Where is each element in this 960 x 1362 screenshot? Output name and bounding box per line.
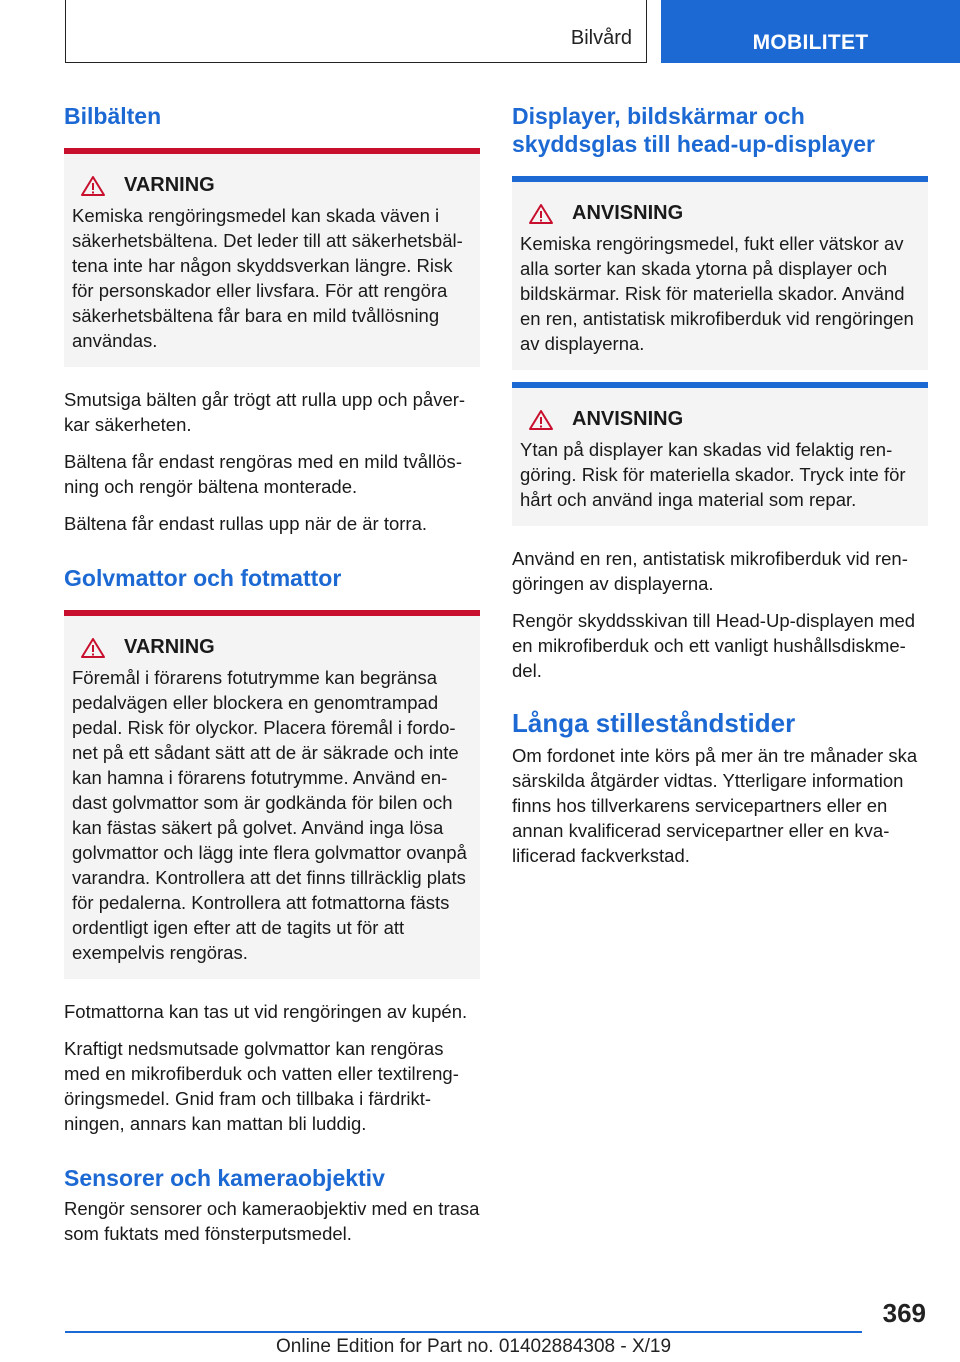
- warning-triangle-icon: [528, 409, 554, 431]
- warning-text: Kemiska rengöringsmedel kan skada väven i säkerhetsbältena. Det leder till att säkerhetsbältena inte har någon skyddsverkan längre. Risk för personskador eller livsfara. För att rengöra säkerhetsbältena får bara en mild tvållösning användas.: [72, 205, 463, 351]
- paragraph: Rengör skyddsskivan till Head-Up-displayen med en mikrofiberduk och ett vanligt hushållsdiskmedel.: [512, 610, 916, 681]
- chapter-tab[interactable]: [661, 0, 960, 63]
- warning-header: [72, 174, 472, 197]
- notice-header: [520, 202, 920, 225]
- notice-text: Ytan på displayer kan skadas vid felaktig rengöring. Risk för materiella skador. Tryck inte för hårt och använd inga material som repar.: [520, 439, 906, 510]
- warning-triangle-icon: [80, 175, 106, 197]
- header-frame: [65, 0, 647, 63]
- warning-text: Föremål i förarens fotutrymme kan begränsa pedalvägen eller blockera en genomtrampad pedal. Risk för olyckor. Placera föremål i fordonet på ett sådant sätt att de är säkrade och inte kan hamna i förarens fotutrymme. Använd endast golvmattor som är godkända för bilen och kan fästas säkert på golvet. Använd inga lösa golvmattor och lägg inte flera golvmattor ovanpå varandra. Kontrollera att det finns tillräcklig plats för pedalerna. Kontrollera att fotmattorna fästs ordentligt igen efter att de tagits ut för att exempelvis rengöras.: [72, 667, 467, 963]
- warning-box-mats: [64, 610, 480, 979]
- footer-rule: [65, 1331, 862, 1333]
- notice-label: ANVISNING: [572, 408, 684, 430]
- notice-label: ANVISNING: [572, 202, 684, 224]
- paragraph: Kraftigt nedsmutsade golvmattor kan rengöras med en mikrofiberduk och vatten eller textilrengöringsmedel. Gnid fram och tillbaka i färdriktningen, annars kan mattan bli luddig.: [64, 1038, 459, 1134]
- warning-box-seatbelts: [64, 148, 480, 367]
- warning-triangle-icon: [80, 637, 106, 659]
- paragraph: Smutsiga bälten går trögt att rulla upp och påverkar säkerheten.: [64, 389, 466, 435]
- notice-header: [520, 408, 920, 431]
- heading-long-standstill: Långa stilleståndstider: [512, 708, 796, 738]
- paragraph: Fotmattorna kan tas ut vid rengöringen av kupén.: [64, 1001, 468, 1022]
- edition-note: Online Edition for Part no. 01402884308 - X/19: [276, 1336, 672, 1357]
- left-column: [64, 102, 480, 1246]
- heading-floor-mats: Golvmattor och fotmattor: [64, 565, 342, 591]
- paragraph: Använd en ren, antistatisk mikrofiberduk vid rengöringen av displayerna.: [512, 548, 908, 594]
- heading-displays: Displayer, bildskärmar och skyddsglas till head-up-displayer: [512, 103, 875, 157]
- heading-sensors: Sensorer och kameraobjektiv: [64, 1165, 385, 1191]
- chapter-label: MOBILITET: [752, 30, 869, 54]
- paragraph: Rengör sensorer och kameraobjektiv med en trasa som fuktats med fönsterputsmedel.: [64, 1198, 480, 1244]
- paragraph: Om fordonet inte körs på mer än tre månader ska särskilda åtgärder vidtas. Ytterligare information finns hos tillverkarens servicepartners eller en annan kvalificerad servicepartner eller en kvalificerad fackverkstad.: [512, 745, 918, 866]
- warning-triangle-icon: [528, 203, 554, 225]
- page-number: 369: [882, 1298, 926, 1328]
- notice-box-displays-2: [512, 382, 928, 526]
- heading-seatbelts: Bilbälten: [64, 103, 162, 129]
- notice-text: Kemiska rengöringsmedel, fukt eller vätskor av alla sorter kan skada ytorna på displayer och bildskärmar. Risk för materiella skador. Använd en ren, antistatisk mikrofiberduk vid rengöringen av displayerna.: [520, 233, 914, 354]
- paragraph: Bältena får endast rullas upp när de är torra.: [64, 513, 428, 534]
- warning-label: VARNING: [124, 174, 215, 196]
- paragraph: Bältena får endast rengöras med en mild tvållösning och rengör bältena monterade.: [64, 451, 462, 497]
- notice-box-displays-1: [512, 176, 928, 370]
- warning-label: VARNING: [124, 636, 215, 658]
- warning-header: [72, 636, 472, 659]
- right-column: [512, 102, 928, 868]
- section-title: Bilvård: [570, 27, 632, 49]
